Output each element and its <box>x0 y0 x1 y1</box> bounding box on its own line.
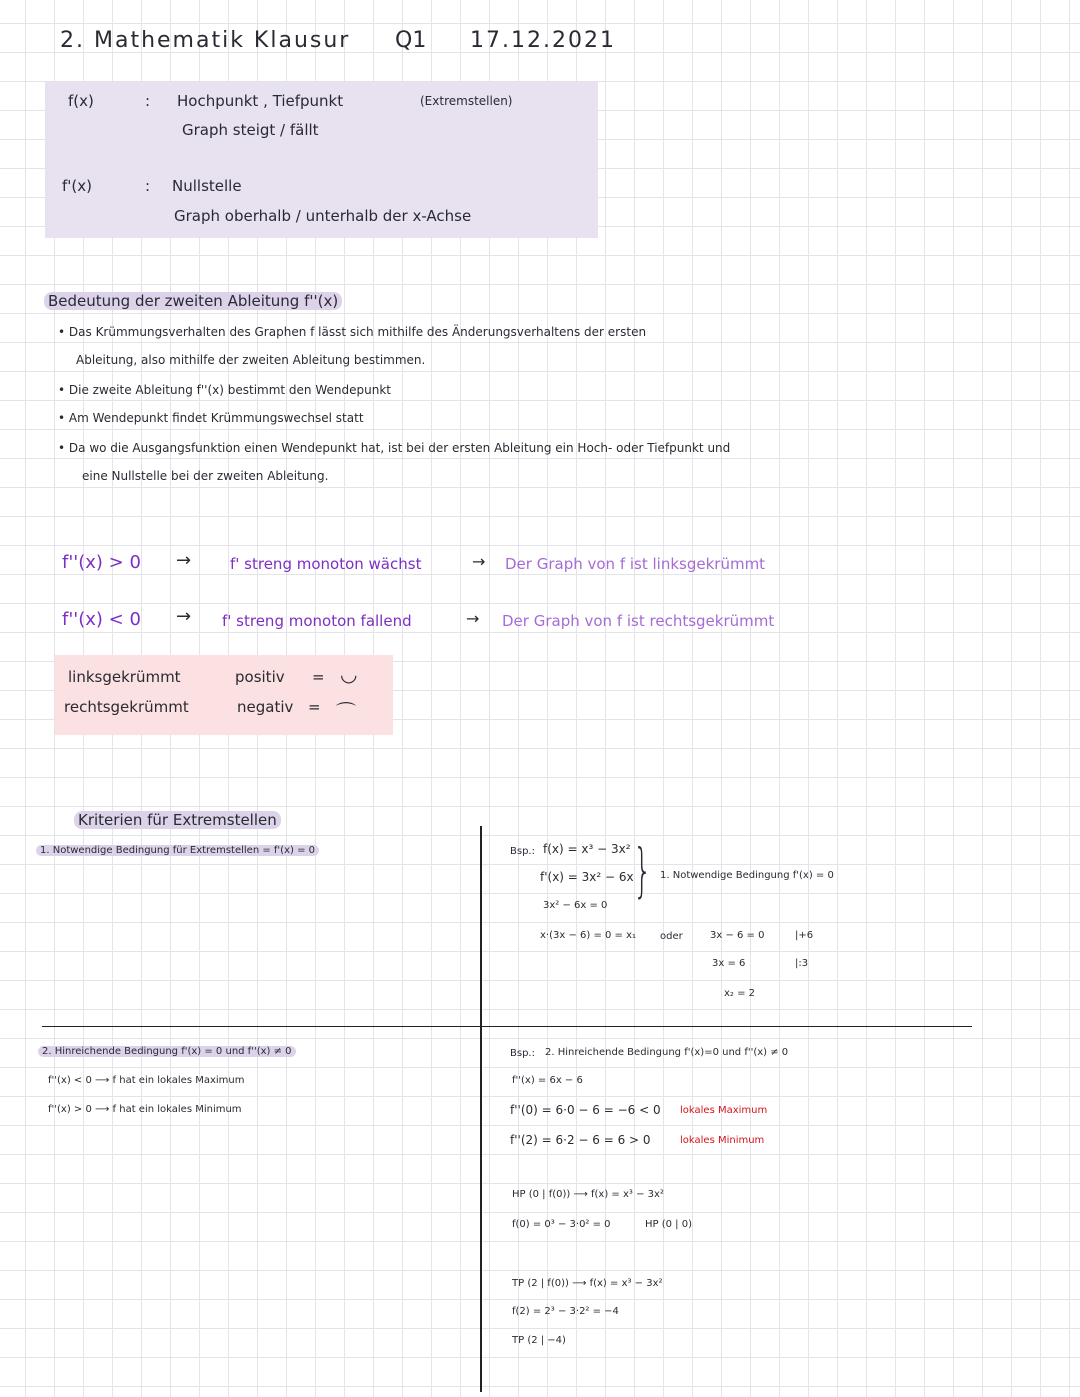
arrow-icon: → <box>466 609 480 628</box>
f-label: f(x) <box>68 92 94 110</box>
arrow-icon: → <box>472 552 486 571</box>
solve-op: |:3 <box>795 958 809 969</box>
solve-eq: 3x − 6 = 0 <box>710 930 765 941</box>
fp-line1: Nullstelle <box>172 177 242 195</box>
horizontal-divider <box>42 1026 972 1027</box>
solve-eq: 3x = 6 <box>712 958 746 969</box>
bullet-text: Das Krümmungsverhalten des Graphen f lässt sich mithilfe des Änderungsverhaltens der ersten <box>68 325 647 339</box>
curvature-left-1: linksgekrümmt <box>68 668 181 686</box>
tp-result: TP (2 | −4) <box>512 1335 566 1346</box>
fp-line2: Graph oberhalb / unterhalb der x-Achse <box>174 207 472 225</box>
brace-icon: } <box>633 836 652 904</box>
criteria-heading: Kriterien für Extremstellen <box>74 811 281 829</box>
rule-2-result: Der Graph von f ist rechtsgekrümmt <box>502 612 775 630</box>
curvature-right-2: negativ <box>237 698 294 716</box>
eval-line: f''(2) = 6·2 − 6 = 6 > 0 <box>510 1133 651 1147</box>
hp-line: HP (0 | f(0)) ⟶ f(x) = x³ − 3x² <box>512 1189 664 1200</box>
date: 17.12.2021 <box>470 28 616 53</box>
brace-note: 1. Notwendige Bedingung f'(x) = 0 <box>660 870 834 881</box>
curvature-left-2: rechtsgekrümmt <box>64 698 189 716</box>
hp-line: f(0) = 0³ − 3·0² = 0 <box>512 1219 611 1230</box>
bullet-1: • Das Krümmungsverhalten des Graphen f lässt sich mithilfe des Änderungsverhaltens der ersten <box>58 325 647 339</box>
smile-icon: ◡ <box>340 662 358 686</box>
bullet-1-cont: Ableitung, also mithilfe der zweiten Ableitung bestimmen. <box>76 353 426 367</box>
vertical-divider <box>480 826 482 1392</box>
solve-op: |+6 <box>795 930 814 941</box>
example-line: f'(x) = 3x² − 6x <box>540 870 634 884</box>
factor-line: x·(3x − 6) = 0 = x₁ <box>540 930 637 941</box>
sufficient-line: f''(x) > 0 ⟶ f hat ein lokales Minimum <box>48 1104 242 1115</box>
f-line2: Graph steigt / fällt <box>182 121 319 139</box>
frown-icon: ⌒ <box>336 700 356 724</box>
bullet-4-cont: eine Nullstelle bei der zweiten Ableitung. <box>82 469 329 483</box>
rule-2-mid: f' streng monoton fallend <box>222 612 412 630</box>
bullet-4: • Da wo die Ausgangsfunktion einen Wendepunkt hat, ist bei der ersten Ableitung ein Hoch- oder Tiefpunkt und <box>58 441 731 455</box>
rule-2-cond: f''(x) < 0 <box>62 609 141 630</box>
second-derivative: f''(x) = 6x − 6 <box>512 1075 583 1086</box>
example-label: Bsp.: <box>510 1048 535 1059</box>
rule-1-result: Der Graph von f ist linksgekrümmt <box>505 555 766 573</box>
bullet-3: • Am Wendepunkt findet Krümmungswechsel statt <box>58 411 364 425</box>
course-label: Q1 <box>395 28 427 53</box>
bullet-text: Am Wendepunkt findet Krümmungswechsel statt <box>68 411 364 425</box>
hp-result: HP (0 | 0) <box>645 1219 692 1230</box>
bullet-2: • Die zweite Ableitung f''(x) bestimmt den Wendepunkt <box>58 383 391 397</box>
example-line: 3x² − 6x = 0 <box>543 900 608 911</box>
rule-1-cond: f''(x) > 0 <box>62 552 141 573</box>
eval-result: lokales Maximum <box>680 1105 768 1116</box>
rule-1-mid: f' streng monoton wächst <box>230 555 422 573</box>
oder: oder <box>660 931 683 942</box>
page-title: 2. Mathematik Klausur <box>60 28 351 53</box>
example-label: Bsp.: <box>510 846 535 857</box>
sufficient-condition: 2. Hinreichende Bedingung f'(x) = 0 und f''(x) ≠ 0 <box>38 1046 296 1057</box>
equals: = <box>312 668 325 686</box>
necessary-condition: 1. Notwendige Bedingung für Extremstellen = f'(x) = 0 <box>36 845 319 856</box>
separator: : <box>145 177 151 195</box>
curvature-right-1: positiv <box>235 668 285 686</box>
solve-eq: x₂ = 2 <box>724 988 756 999</box>
arrow-icon: → <box>176 606 192 627</box>
tp-line: TP (2 | f(0)) ⟶ f(x) = x³ − 3x² <box>512 1278 663 1289</box>
eval-line: f''(0) = 6·0 − 6 = −6 < 0 <box>510 1103 661 1117</box>
bullet-text: Da wo die Ausgangsfunktion einen Wendepunkt hat, ist bei der ersten Ableitung ein Hoch- oder Tiefpunkt und <box>68 441 731 455</box>
sufficient-line: f''(x) < 0 ⟶ f hat ein lokales Maximum <box>48 1075 245 1086</box>
separator: : <box>145 92 151 110</box>
f-line1: Hochpunkt , Tiefpunkt <box>177 92 344 110</box>
arrow-icon: → <box>176 550 192 571</box>
f-note: (Extremstellen) <box>420 94 513 108</box>
bullet-text: Die zweite Ableitung f''(x) bestimmt den Wendepunkt <box>68 383 391 397</box>
section-heading: Bedeutung der zweiten Ableitung f''(x) <box>44 292 342 310</box>
example-line: f(x) = x³ − 3x² <box>543 842 631 856</box>
tp-line: f(2) = 2³ − 3·2² = −4 <box>512 1306 619 1317</box>
eval-result: lokales Minimum <box>680 1135 765 1146</box>
fp-label: f'(x) <box>62 177 92 195</box>
equals: = <box>308 698 321 716</box>
example-title: 2. Hinreichende Bedingung f'(x)=0 und f''(x) ≠ 0 <box>545 1047 789 1058</box>
